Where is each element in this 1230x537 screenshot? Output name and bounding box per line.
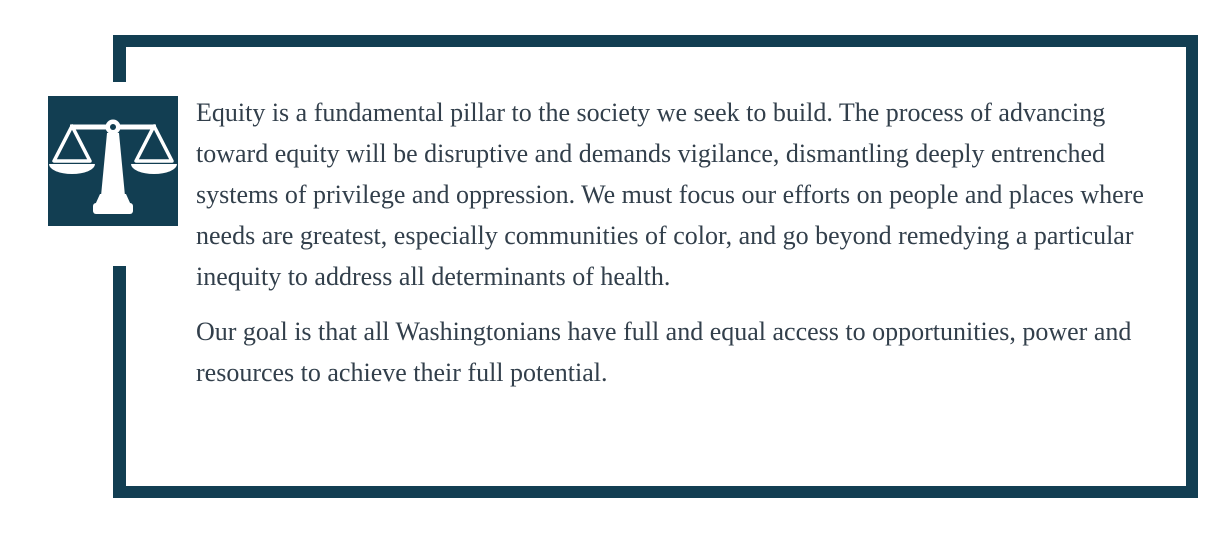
icon-tile — [48, 96, 178, 226]
frame-right-border — [1186, 35, 1198, 498]
quote-paragraph-2: Our goal is that all Washingtonians have full and equal access to opportunities, power and resources to achieve their full potential. — [196, 317, 1132, 387]
frame-top-border — [113, 35, 1198, 47]
quote-paragraph-1: Equity is a fundamental pillar to the society we seek to build. The process of advancing toward equity will be disruptive and demands vigilance, dismantling deeply entrenched systems of privilege and oppression. We must focus our efforts on people and places where needs are greatest, especially communities of color, and go beyond remedying a particular inequity to address all determinants of health. — [196, 98, 1144, 291]
quote-text-block — [196, 92, 1154, 393]
balance-scale-icon — [48, 96, 178, 226]
frame-left-border-upper — [113, 35, 126, 82]
frame-bottom-border — [113, 486, 1198, 498]
frame-left-border-lower — [113, 266, 126, 498]
